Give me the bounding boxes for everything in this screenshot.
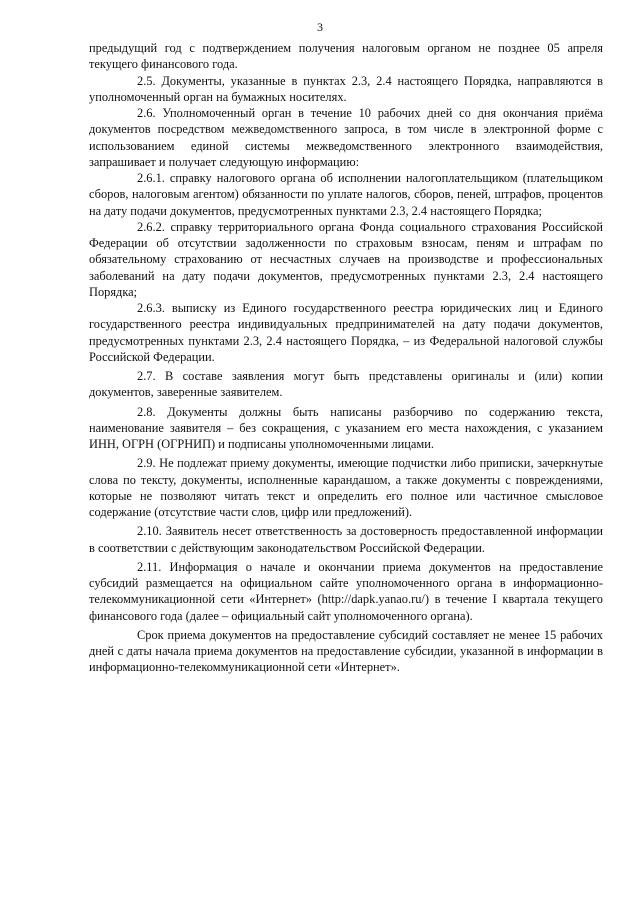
paragraph-2-8: 2.8. Документы должны быть написаны разборчиво по содержанию текста, наименование заявителя – без сокращения, с указанием его места нахождения, с указанием ИНН, ОГРН (ОГРНИП) и подписаны уполномоченными лицами. [89,404,603,451]
paragraph-2-9: 2.9. Не подлежат приему документы, имеющие подчистки либо приписки, зачеркнутые слова по тексту, документы, исполненные карандашом, а также документы с повреждениями, которые не позволяют читать текст и определить его полное или частичное смысловое содержание (отсутствие части слов, цифр или предложений). [89,456,603,519]
page-number: 3 [317,20,323,34]
paragraph-2-10: 2.10. Заявитель несет ответственность за достоверность предоставленной информации в соответствии с действующим законодательством Российской Федерации. [89,524,603,555]
paragraph-2-6: 2.6. Уполномоченный орган в течение 10 рабочих дней со дня окончания приёма документов посредством межведомственного запроса, в том числе в электронной форме с использованием единой системы межведомственного электронного взаимодействия, запрашивает и получает следующую информацию: [89,106,603,169]
paragraph-continuation: предыдущий год с подтверждением получения налоговым органом не позднее 05 апреля текущего финансового года. [89,41,603,72]
document-body [89,40,603,676]
paragraph-2-11: 2.11. Информация о начале и окончании приема документов на предоставление субсидий размещается на официальном сайте уполномоченного органа в информационно-телекоммуникационной сети «Интернет» (http://dapk.yanao.ru/) в течение I квартала текущего финансового года (далее – официальный сайт уполномоченного органа). [89,559,603,623]
paragraph-2-6-3: 2.6.3. выписку из Единого государственного реестра юридических лиц и Единого государственного реестра индивидуальных предпринимателей на дату подачи документов, предусмотренных пунктами 2.3, 2.4 настоящего Порядка, – из Федеральной налоговой службы Российской Федерации. [89,301,603,364]
paragraph-2-6-2: 2.6.2. справку территориального органа Фонда социального страхования Российской Федерации об отсутствии задолженности по страховым взносам, пеням и штрафам по обязательному страхованию от несчастных случаев на производстве и профессиональных заболеваний на дату подачи документов, предусмотренных пунктами 2.3, 2.4 настоящего Порядка; [89,219,603,299]
paragraph-2-6-1: 2.6.1. справку налогового органа об исполнении налогоплательщиком (плательщиком сборов, налоговым агентом) обязанности по уплате налогов, сборов, пеней, штрафов, процентов на дату подачи документов, предусмотренных пунктами 2.3, 2.4 настоящего Порядка; [89,171,603,218]
paragraph-deadline: Срок приема документов на предоставление субсидий составляет не менее 15 рабочих дней с даты начала приема документов на предоставление субсидии, указанной в информации в информационно-телекоммуникационной сети «Интернет». [89,627,603,675]
paragraph-2-7: 2.7. В составе заявления могут быть представлены оригиналы и (или) копии документов, заверенные заявителем. [89,369,603,400]
paragraph-2-5: 2.5. Документы, указанные в пунктах 2.3, 2.4 настоящего Порядка, направляются в уполномоченный орган на бумажных носителях. [89,73,603,104]
